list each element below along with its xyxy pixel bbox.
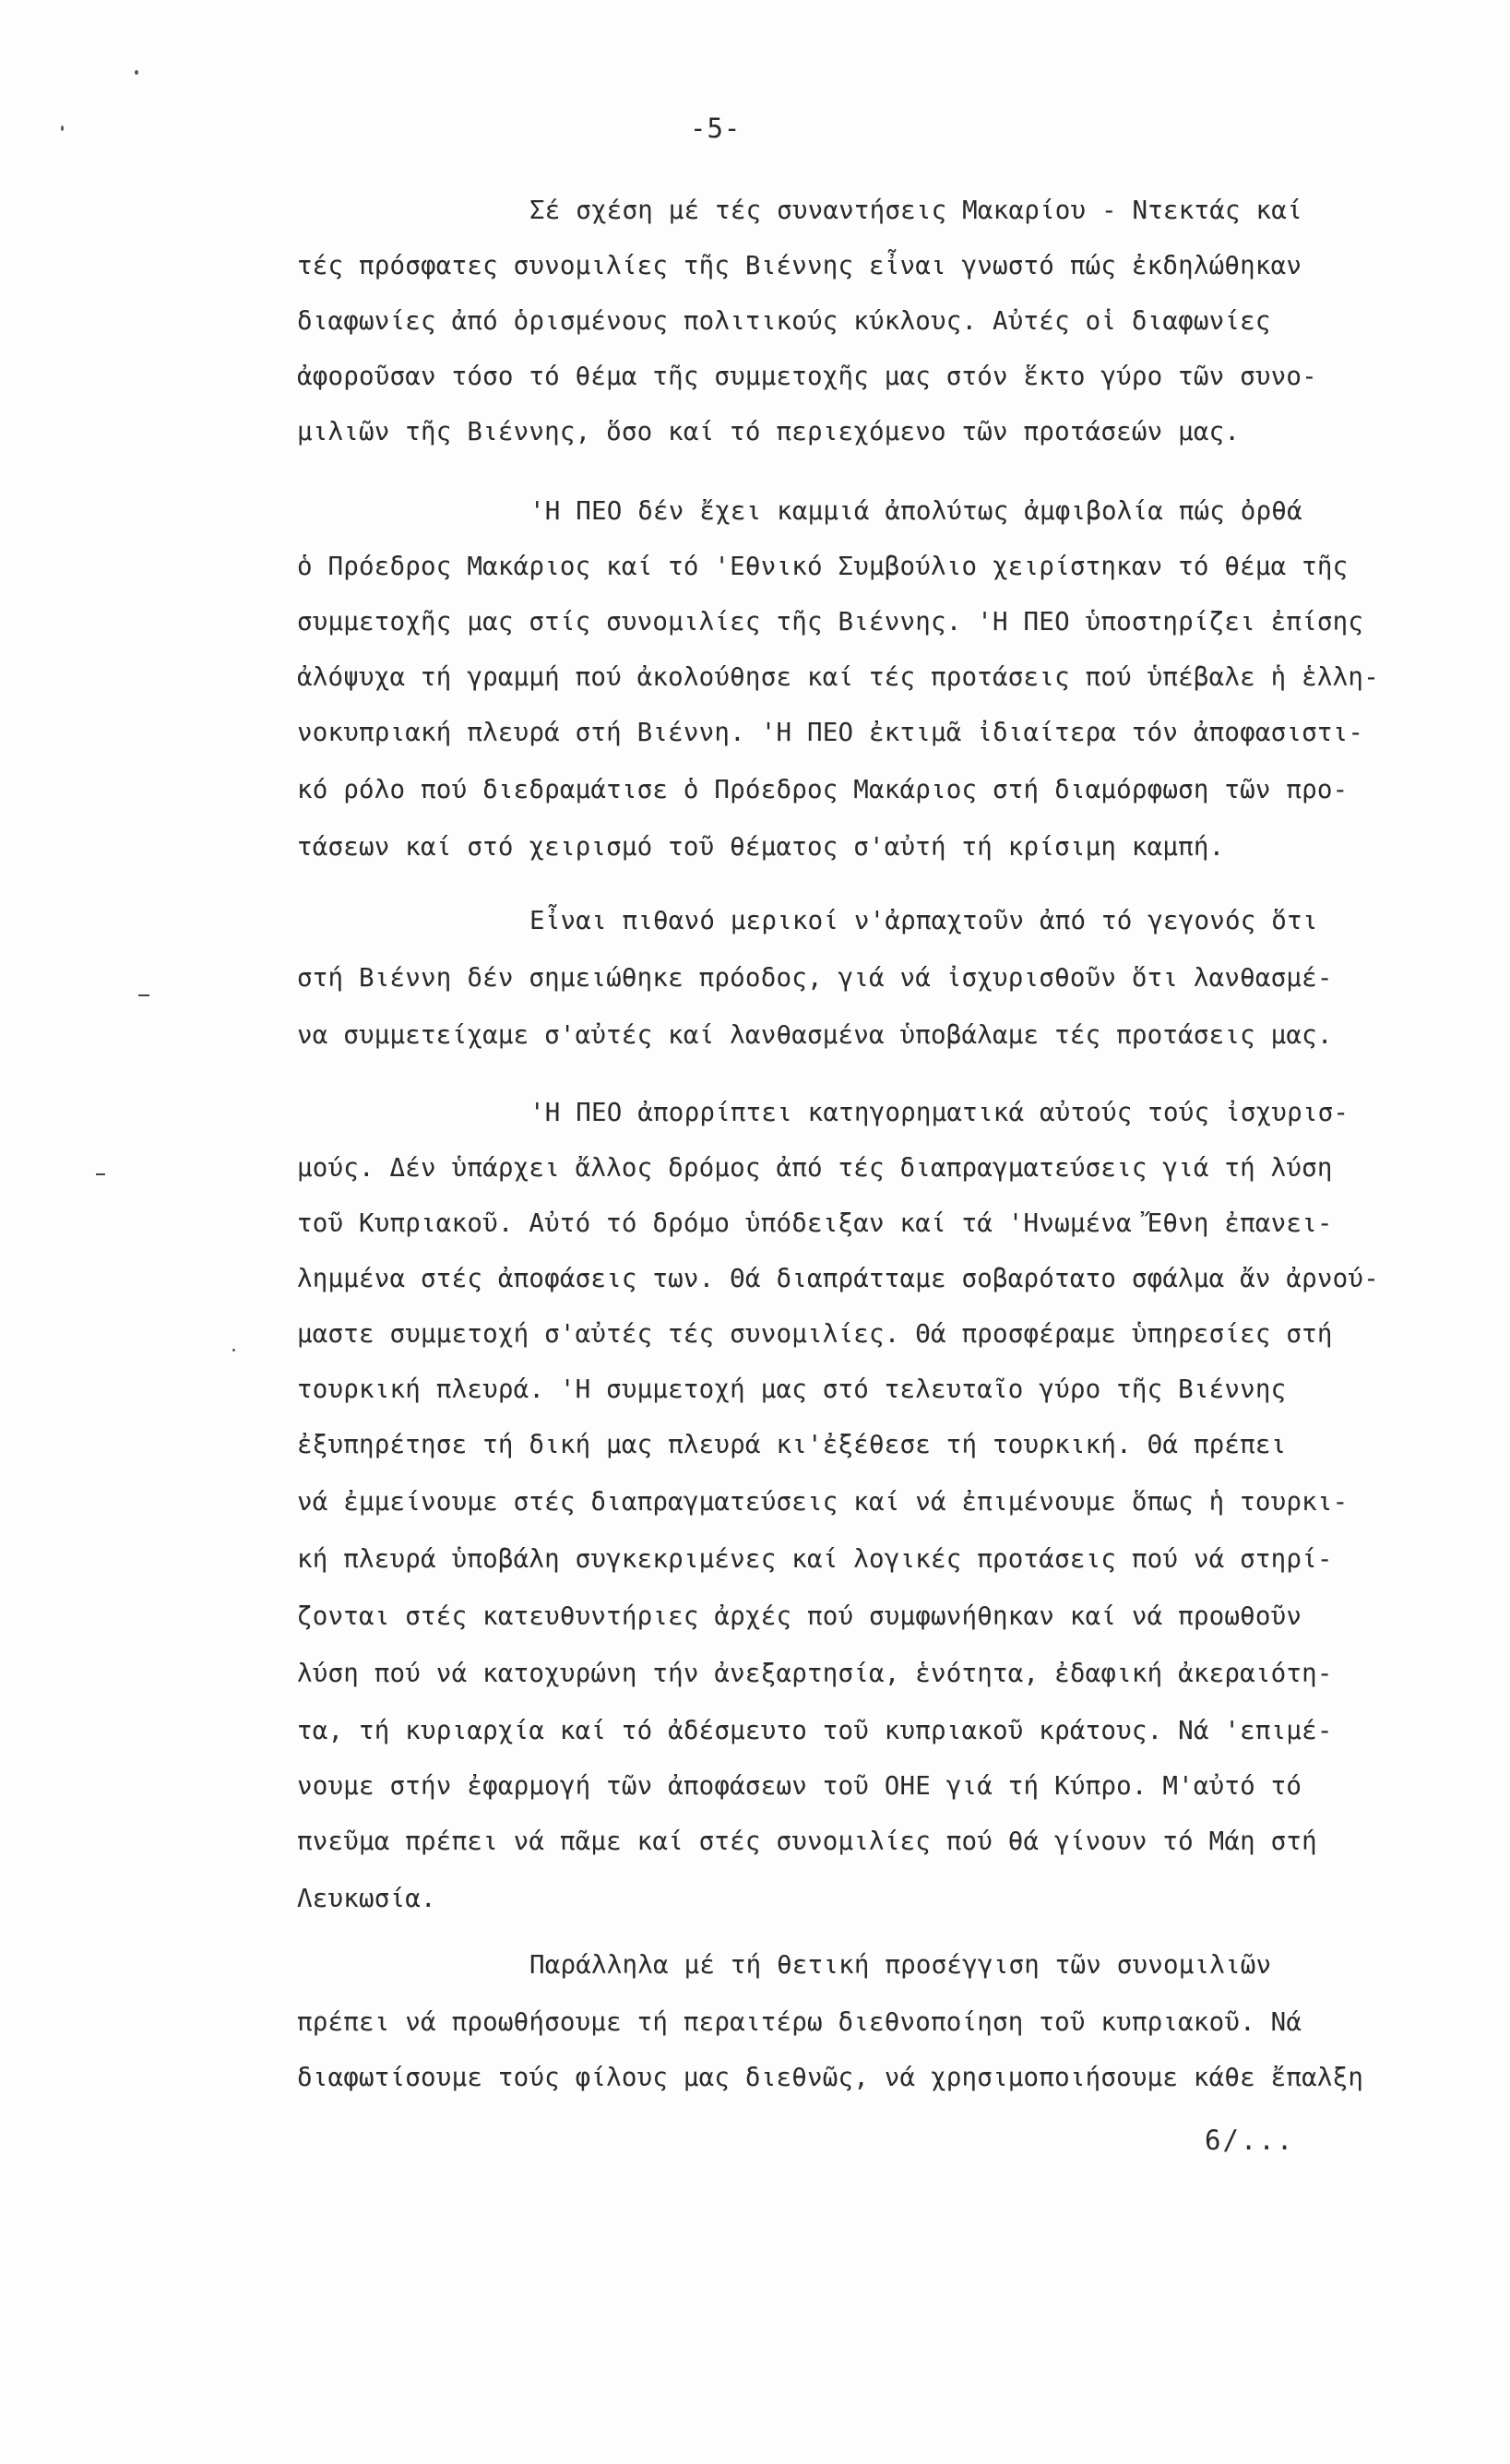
text-line: μαστε συμμετοχή σ'αὐτές τές συνομιλίες. Θά προσφέραμε ὑπηρεσίες στή	[297, 1319, 1333, 1349]
text-line: διαφωνίες ἀπό ὁρισμένους πολιτικούς κύκλους. Αὐτές οἱ διαφωνίες	[297, 306, 1271, 336]
text-line: Εἶναι πιθανό μερικοί ν'ἀρπαχτοῦν ἀπό τό γεγονός ὅτι	[529, 906, 1318, 935]
text-line: μιλιῶν τῆς Βιέννης, ὅσο καί τό περιεχόμενο τῶν προτάσεών μας.	[297, 417, 1241, 446]
text-line: Σέ σχέση μέ τές συναντήσεις Μακαρίου - Ντεκτάς καί	[529, 196, 1302, 225]
text-line: τάσεων καί στό χειρισμό τοῦ θέματος σ'αὐτή τή κρίσιμη καμπή.	[297, 832, 1225, 862]
scan-mark	[96, 1173, 105, 1175]
text-line: 'Η ΠΕΟ δέν ἔχει καμμιά ἀπολύτως ἀμφιβολία πώς ὀρθά	[529, 496, 1302, 526]
text-line: ὁ Πρόεδρος Μακάριος καί τό 'Εθνικό Συμβούλιο χειρίστηκαν τό θέμα τῆς	[297, 552, 1349, 581]
text-line: λημμένα στές ἀποφάσεις των. Θά διαπράτταμε σοβαρότατο σφάλμα ἄν ἀρνού-	[297, 1264, 1379, 1293]
text-line: κό ρόλο πού διεδραμάτισε ὁ Πρόεδρος Μακάριος στή διαμόρφωση τῶν προ-	[297, 775, 1349, 804]
text-line: συμμετοχῆς μας στίς συνομιλίες τῆς Βιέννης. 'Η ΠΕΟ ὑποστηρίζει ἐπίσης	[297, 607, 1364, 637]
text-line: νουμε στήν ἐφαρμογή τῶν ἀποφάσεων τοῦ ΟΗΕ γιά τή Κύπρο. Μ'αὐτό τό	[297, 1771, 1302, 1801]
scan-speck	[61, 125, 64, 131]
text-line: κή πλευρά ὑποβάλη συγκεκριμένες καί λογικές προτάσεις πού νά στηρί-	[297, 1544, 1333, 1574]
text-line: νά ἐμμείνουμε στές διαπραγματεύσεις καί νά ἐπιμένουμε ὅπως ἡ τουρκι-	[297, 1487, 1349, 1517]
text-line: νοκυπριακή πλευρά στή Βιέννη. 'Η ΠΕΟ ἐκτιμᾶ ἰδιαίτερα τόν ἀποφασιστι-	[297, 718, 1364, 747]
text-line: λύση πού νά κατοχυρώνη τήν ἀνεξαρτησία, ἑνότητα, ἐδαφική ἀκεραιότη-	[297, 1659, 1333, 1688]
text-line: ἀφοροῦσαν τόσο τό θέμα τῆς συμμετοχῆς μας στόν ἕκτο γύρο τῶν συνο-	[297, 362, 1317, 391]
text-line: στή Βιέννη δέν σημειώθηκε πρόοδος, γιά νά ἰσχυρισθοῦν ὅτι λανθασμέ-	[297, 963, 1333, 993]
text-line: Λευκωσία.	[297, 1884, 436, 1913]
text-line: 'Η ΠΕΟ ἀπορρίπτει κατηγορηματικά αὐτούς τούς ἰσχυρισ-	[529, 1098, 1349, 1127]
page-number: -5-	[690, 113, 742, 144]
text-line: ζονται στές κατευθυντήριες ἀρχές πού συμφωνήθηκαν καί νά προωθοῦν	[297, 1601, 1302, 1631]
text-line: πνεῦμα πρέπει νά πᾶμε καί στές συνομιλίες πού θά γίνουν τό Μάη στή	[297, 1827, 1317, 1856]
text-line: τουρκική πλευρά. 'Η συμμετοχή μας στό τελευταῖο γύρο τῆς Βιέννης	[297, 1375, 1287, 1404]
text-line: τές πρόσφατες συνομιλίες τῆς Βιέννης εἶναι γνωστό πώς ἐκδηλώθηκαν	[297, 251, 1302, 280]
scan-mark	[138, 994, 149, 996]
text-line: διαφωτίσουμε τούς φίλους μας διεθνῶς, νά χρησιμοποιήσουμε κάθε ἔπαλξη	[297, 2063, 1364, 2092]
text-line: ἀλόψυχα τή γραμμή πού ἀκολούθησε καί τές προτάσεις πού ὑπέβαλε ἡ ἑλλη-	[297, 662, 1379, 692]
text-line: ἐξυπηρέτησε τή δική μας πλευρά κι'ἐξέθεσε τή τουρκική. Θά πρέπει	[297, 1430, 1287, 1459]
text-line: τοῦ Κυπριακοῦ. Αὐτό τό δρόμο ὑπόδειξαν καί τά 'Ηνωμένα Ἔθνη ἐπανει-	[297, 1208, 1333, 1238]
continuation-marker: 6/...	[1205, 2125, 1295, 2156]
text-line: πρέπει νά προωθήσουμε τή περαιτέρω διεθνοποίηση τοῦ κυπριακοῦ. Νά	[297, 2007, 1302, 2037]
scan-speck	[135, 70, 138, 75]
text-line: τα, τή κυριαρχία καί τό ἀδέσμευτο τοῦ κυπριακοῦ κράτους. Νά 'επιμέ-	[297, 1716, 1333, 1745]
text-line: να συμμετείχαμε σ'αὐτές καί λανθασμένα ὑποβάλαμε τές προτάσεις μας.	[297, 1020, 1333, 1050]
scan-speck	[232, 1349, 235, 1351]
text-line: μούς. Δέν ὑπάρχει ἄλλος δρόμος ἀπό τές διαπραγματεύσεις γιά τή λύση	[297, 1153, 1333, 1183]
text-line: Παράλληλα μέ τή θετική προσέγγιση τῶν συνομιλιῶν	[529, 1950, 1272, 1980]
